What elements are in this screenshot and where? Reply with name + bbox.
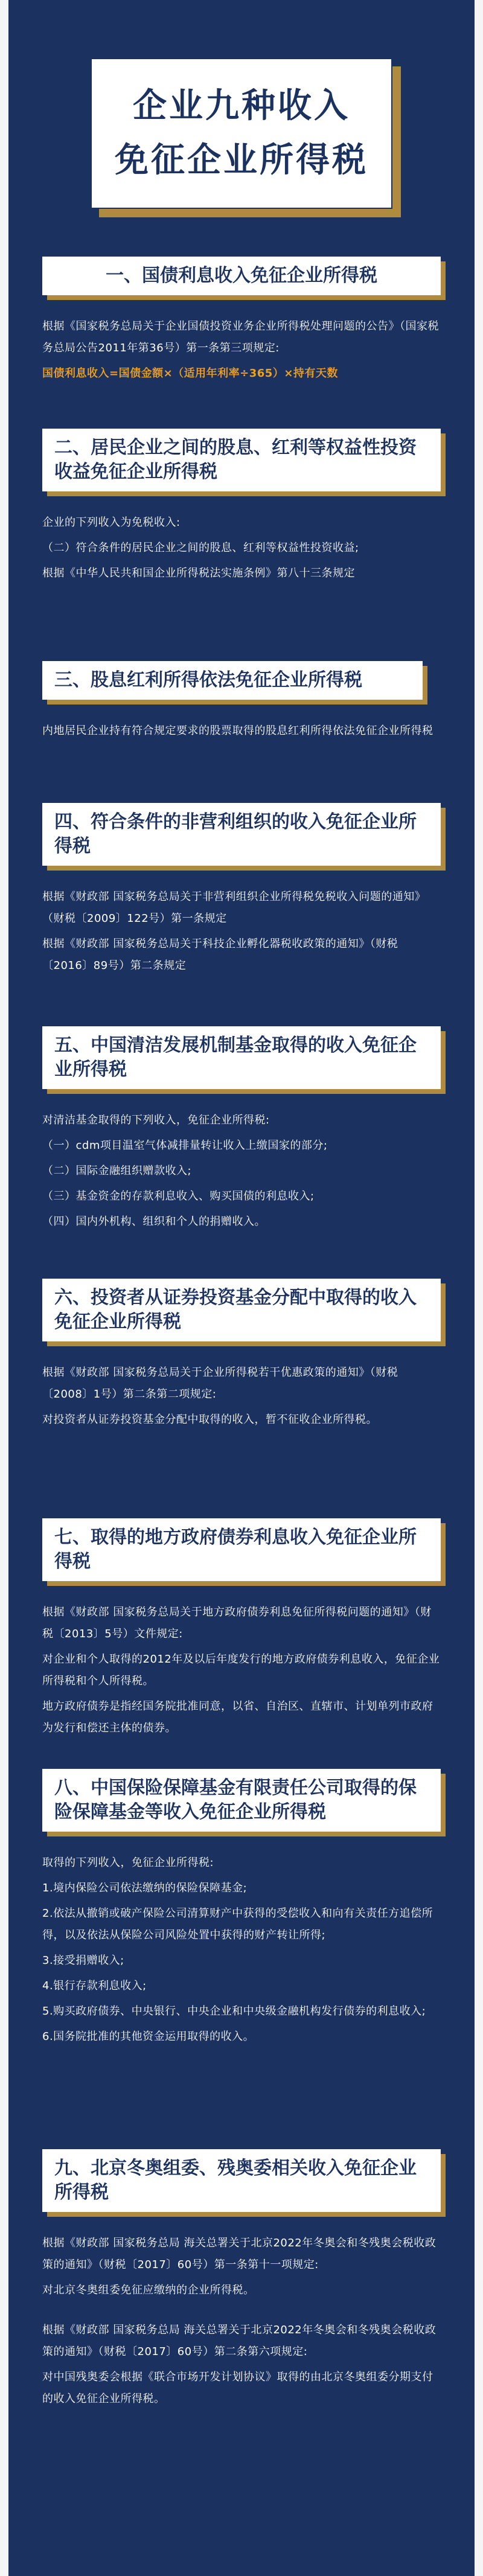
section-7-header (42, 1518, 441, 1581)
section-6-header (42, 1279, 441, 1341)
section-1-formula: 国债利息收入=国债金额×（适用年利率÷365）×持有天数 (42, 367, 338, 380)
section-1-para-1: 根据《国家税务总局关于企业国债投资业务企业所得税处理问题的公告》（国家税务总局公告2011年第36号）第一条第三项规定: (42, 320, 439, 354)
section-7 (42, 1518, 441, 1743)
section-8-para-5: 4.银行存款利息收入; (42, 1980, 147, 1992)
section-7-para-2: 对企业和个人取得的2012年及以后年度发行的地方政府债券利息收入，免征企业所得税和个人所得税。 (42, 1653, 440, 1687)
section-2-para-1: 企业的下列收入为免税收入: (42, 516, 181, 529)
section-8 (42, 1769, 441, 2051)
section-5 (42, 1026, 441, 1236)
section-4-title: 四、符合条件的非营利组织的收入免征企业所得税 (54, 811, 417, 857)
section-7-para-1: 根据《财政部 国家税务总局关于地方政府债券利息免征所得税问题的通知》（财税〔2013〕5号）文件规定: (42, 1606, 432, 1640)
section-3-header (42, 661, 423, 700)
section-4-header (42, 803, 441, 866)
section-8-header (42, 1769, 441, 1832)
section-4-para-1: 根据《财政部 国家税务总局关于非营利组织企业所得税免税收入问题的通知》（财税〔2009〕122号）第一条规定 (42, 890, 426, 925)
section-4-para-2: 根据《财政部 国家税务总局关于科技企业孵化器税收政策的通知》（财税〔2016〕89号）第二条规定 (42, 938, 398, 972)
section-8-para-6: 5.购买政府债券、中央银行、中央企业和中央级金融机构发行债券的利息收入; (42, 2005, 426, 2018)
section-9-header (42, 2149, 441, 2212)
section-8-para-7: 6.国务院批准的其他资金运用取得的收入。 (42, 2030, 255, 2043)
section-2-header (42, 429, 441, 491)
section-2-para-2: （二）符合条件的居民企业之间的股息、红利等权益性投资收益; (42, 542, 359, 554)
section-6-para-2: 对投资者从证券投资基金分配中取得的收入，暂不征收企业所得税。 (42, 1413, 377, 1426)
section-5-title: 五、中国清洁发展机制基金取得的收入免征企业所得税 (54, 1035, 417, 1080)
section-6 (42, 1279, 441, 1434)
section-3 (42, 661, 441, 746)
page-title-card (91, 58, 392, 209)
section-5-para-3: （二）国际金融组织赠款收入; (42, 1165, 192, 1177)
section-9-para-1: 根据《财政部 国家税务总局 海关总署关于北京2022年冬奥会和冬残奥会税收政策的通知》（财税〔2017〕60号）第一条第十一项规定: (42, 2237, 437, 2271)
section-9-para-4: 对中国残奥委会根据《联合市场开发计划协议》取得的由北京冬奥组委分期支付的收入免征企业所得税。 (42, 2371, 433, 2405)
section-5-para-1: 对清洁基金取得的下列收入，免征企业所得税: (42, 1114, 270, 1127)
section-5-header (42, 1026, 441, 1089)
section-9 (42, 2149, 441, 2414)
section-1-header (42, 257, 441, 295)
section-5-para-2: （一）cdm项目温室气体减排量转让收入上缴国家的部分; (42, 1139, 328, 1152)
page-title-line-2: 免征企业所得税 (115, 141, 368, 180)
section-3-para-1: 内地居民企业持有符合规定要求的股票取得的股息红利所得依法免征企业所得税 (42, 724, 433, 737)
section-6-para-1: 根据《财政部 国家税务总局关于企业所得税若干优惠政策的通知》（财税〔2008〕1号）第二条第二项规定: (42, 1366, 398, 1401)
page-title-line-1: 企业九种收入 (133, 86, 350, 126)
section-5-para-5: （四）国内外机构、组织和个人的捐赠收入。 (42, 1215, 266, 1228)
section-8-para-2: 1.境内保险公司依法缴纳的保险保障基金; (42, 1882, 248, 1894)
section-6-title: 六、投资者从证券投资基金分配中取得的收入免征企业所得税 (54, 1287, 417, 1332)
section-8-para-4: 3.接受捐赠收入; (42, 1954, 124, 1967)
section-9-title: 九、北京冬奥组委、残奥委相关收入免征企业所得税 (54, 2158, 417, 2203)
section-1-title: 一、国债利息收入免征企业所得税 (106, 265, 377, 286)
section-2-para-3: 根据《中华人民共和国企业所得税法实施条例》第八十三条规定 (42, 567, 355, 580)
section-8-para-1: 取得的下列收入，免征企业所得税: (42, 1856, 214, 1869)
section-8-title: 八、中国保险保障基金有限责任公司取得的保险保障基金等收入免征企业所得税 (54, 1777, 417, 1823)
section-3-title: 三、股息红利所得依法免征企业所得税 (54, 670, 362, 691)
section-2-title: 二、居民企业之间的股息、红利等权益性投资收益免征企业所得税 (54, 437, 417, 482)
section-9-para-3: 根据《财政部 国家税务总局 海关总署关于北京2022年冬奥会和冬残奥会税收政策的通知》（财税〔2017〕60号）第二条第六项规定: (42, 2324, 437, 2358)
section-7-para-3: 地方政府债券是指经国务院批准同意，以省、自治区、直辖市、计划单列市政府为发行和偿还主体的债券。 (42, 1700, 433, 1734)
section-8-para-3: 2.依法从撤销或破产保险公司清算财产中获得的受偿收入和向有关责任方追偿所得，以及依法从保险公司风险处置中获得的财产转让所得; (42, 1907, 433, 1942)
section-1 (42, 257, 441, 388)
section-2 (42, 429, 441, 588)
section-4 (42, 803, 441, 980)
section-9-para-2: 对北京冬奥组委免征应缴纳的企业所得税。 (42, 2284, 255, 2296)
section-5-para-4: （三）基金资金的存款利息收入、购买国债的利息收入; (42, 1190, 315, 1203)
section-7-title: 七、取得的地方政府债券利息收入免征企业所得税 (54, 1527, 417, 1572)
